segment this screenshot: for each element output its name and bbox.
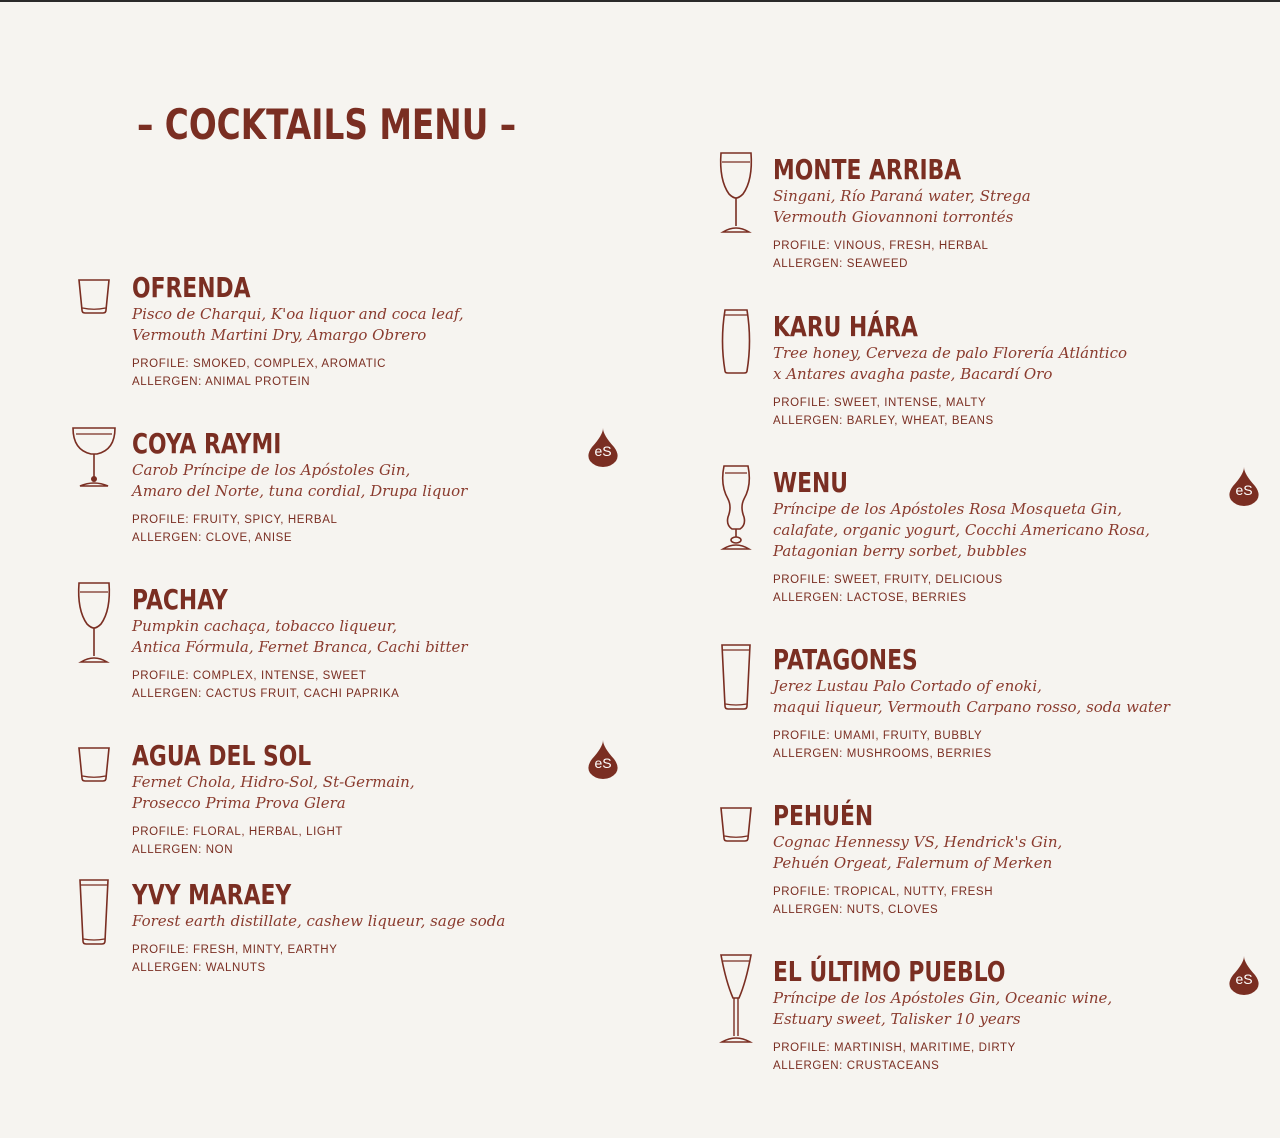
barrel-glass-icon — [718, 307, 754, 375]
es-badge-label: eS — [594, 443, 612, 459]
cocktail-name: PATAGONES — [773, 643, 918, 676]
cocktail-profile: PROFILE: FLORAL, HERBAL, LIGHT — [132, 826, 343, 838]
cocktail-profile: PROFILE: VINOUS, FRESH, HERBAL — [773, 240, 989, 252]
wine-glass-icon — [717, 150, 755, 236]
cocktail-profile: PROFILE: MARTINISH, MARITIME, DIRTY — [773, 1042, 1016, 1054]
es-badge-label: eS — [1235, 482, 1253, 498]
cocktail-name: OFRENDA — [132, 271, 251, 304]
cocktail-name: COYA RAYMI — [132, 427, 282, 460]
cocktail-allergen: ALLERGEN: CLOVE, ANISE — [132, 532, 293, 544]
es-badge-icon — [588, 739, 618, 779]
rocks-glass-icon — [76, 276, 112, 316]
wine-glass-icon — [75, 580, 113, 666]
martini-glass-icon — [718, 952, 754, 1046]
cocktail-ingredients: Pumpkin cachaça, tobacco liqueur, — [132, 617, 398, 635]
cocktail-allergen: ALLERGEN: NON — [132, 844, 234, 856]
es-badge-label: eS — [594, 755, 612, 771]
es-badge-icon — [588, 427, 618, 467]
rocks-glass-icon — [718, 804, 754, 844]
cocktail-name: PACHAY — [132, 583, 228, 616]
cocktail-name: YVY MARAEY — [132, 878, 292, 911]
highball-glass-icon — [719, 642, 753, 712]
top-border — [0, 0, 1280, 2]
cocktail-allergen: ALLERGEN: LACTOSE, BERRIES — [773, 592, 967, 604]
cocktail-ingredients: Jerez Lustau Palo Cortado of enoki, — [773, 677, 1042, 695]
cocktail-name: KARU HÁRA — [773, 310, 918, 343]
cocktail-allergen: ALLERGEN: NUTS, CLOVES — [773, 904, 939, 916]
rocks-glass-icon — [76, 744, 112, 784]
cocktail-ingredients: Estuary sweet, Talisker 10 years — [773, 1010, 1021, 1028]
cocktail-ingredients: x Antares avagha paste, Bacardí Oro — [773, 365, 1053, 383]
cocktail-ingredients: Príncipe de los Apóstoles Gin, Oceanic wine, — [773, 989, 1113, 1007]
cocktail-name: AGUA DEL SOL — [132, 739, 312, 772]
cocktail-ingredients: calafate, organic yogurt, Cocchi Americano Rosa, — [773, 521, 1150, 539]
es-badge-icon — [1229, 466, 1259, 506]
cocktail-allergen: ALLERGEN: WALNUTS — [132, 962, 266, 974]
cocktail-ingredients: Forest earth distillate, cashew liqueur, sage soda — [132, 912, 506, 930]
cocktail-ingredients: Pehuén Orgeat, Falernum of Merken — [773, 854, 1053, 872]
cocktail-ingredients: Vermouth Giovannoni torrontés — [773, 208, 1014, 226]
cocktail-ingredients: Fernet Chola, Hidro-Sol, St-Germain, — [132, 773, 415, 791]
es-badge-icon — [1229, 955, 1259, 995]
cocktail-ingredients: Tree honey, Cerveza de palo Florería Atlántico — [773, 344, 1128, 362]
cocktail-profile: PROFILE: SWEET, FRUITY, DELICIOUS — [773, 574, 1003, 586]
cocktail-ingredients: Carob Príncipe de los Apóstoles Gin, — [132, 461, 411, 479]
cocktail-profile: PROFILE: SMOKED, COMPLEX, AROMATIC — [132, 358, 387, 370]
cocktail-ingredients: Príncipe de los Apóstoles Rosa Mosqueta Gin, — [773, 500, 1122, 518]
cocktail-profile: PROFILE: SWEET, INTENSE, MALTY — [773, 397, 987, 409]
cocktail-ingredients: Pisco de Charqui, K'oa liquor and coca leaf, — [132, 305, 464, 323]
cocktail-allergen: ALLERGEN: BARLEY, WHEAT, BEANS — [773, 415, 994, 427]
es-badge-label: eS — [1235, 971, 1253, 987]
cocktail-ingredients: Antica Fórmula, Fernet Branca, Cachi bitter — [132, 638, 468, 656]
cocktail-name: EL ÚLTIMO PUEBLO — [773, 955, 1006, 988]
cocktail-profile: PROFILE: COMPLEX, INTENSE, SWEET — [132, 670, 367, 682]
hurricane-glass-icon — [718, 463, 754, 553]
cocktail-ingredients: Amaro del Norte, tuna cordial, Drupa liquor — [132, 482, 468, 500]
cocktail-allergen: ALLERGEN: SEAWEED — [773, 258, 909, 270]
cocktail-ingredients: Singani, Río Paraná water, Strega — [773, 187, 1031, 205]
coupe-glass-icon — [71, 424, 117, 490]
cocktail-ingredients: Cognac Hennessy VS, Hendrick's Gin, — [773, 833, 1063, 851]
cocktail-profile: PROFILE: TROPICAL, NUTTY, FRESH — [773, 886, 994, 898]
cocktail-allergen: ALLERGEN: CACTUS FRUIT, CACHI PAPRIKA — [132, 688, 400, 700]
cocktail-allergen: ALLERGEN: ANIMAL PROTEIN — [132, 376, 311, 388]
cocktail-name: PEHUÉN — [773, 799, 874, 832]
page-title: – COCKTAILS MENU – — [137, 100, 517, 149]
cocktail-ingredients: Prosecco Prima Prova Glera — [132, 794, 346, 812]
cocktail-allergen: ALLERGEN: MUSHROOMS, BERRIES — [773, 748, 992, 760]
cocktail-profile: PROFILE: FRESH, MINTY, EARTHY — [132, 944, 338, 956]
cocktail-ingredients: maqui liqueur, Vermouth Carpano rosso, soda water — [773, 698, 1170, 716]
cocktail-allergen: ALLERGEN: CRUSTACEANS — [773, 1060, 940, 1072]
cocktail-name: MONTE ARRIBA — [773, 153, 962, 186]
highball-glass-icon — [77, 877, 111, 947]
cocktail-ingredients: Patagonian berry sorbet, bubbles — [773, 542, 1027, 560]
cocktail-ingredients: Vermouth Martini Dry, Amargo Obrero — [132, 326, 427, 344]
cocktail-profile: PROFILE: FRUITY, SPICY, HERBAL — [132, 514, 338, 526]
cocktail-profile: PROFILE: UMAMI, FRUITY, BUBBLY — [773, 730, 983, 742]
cocktail-name: WENU — [773, 466, 849, 499]
